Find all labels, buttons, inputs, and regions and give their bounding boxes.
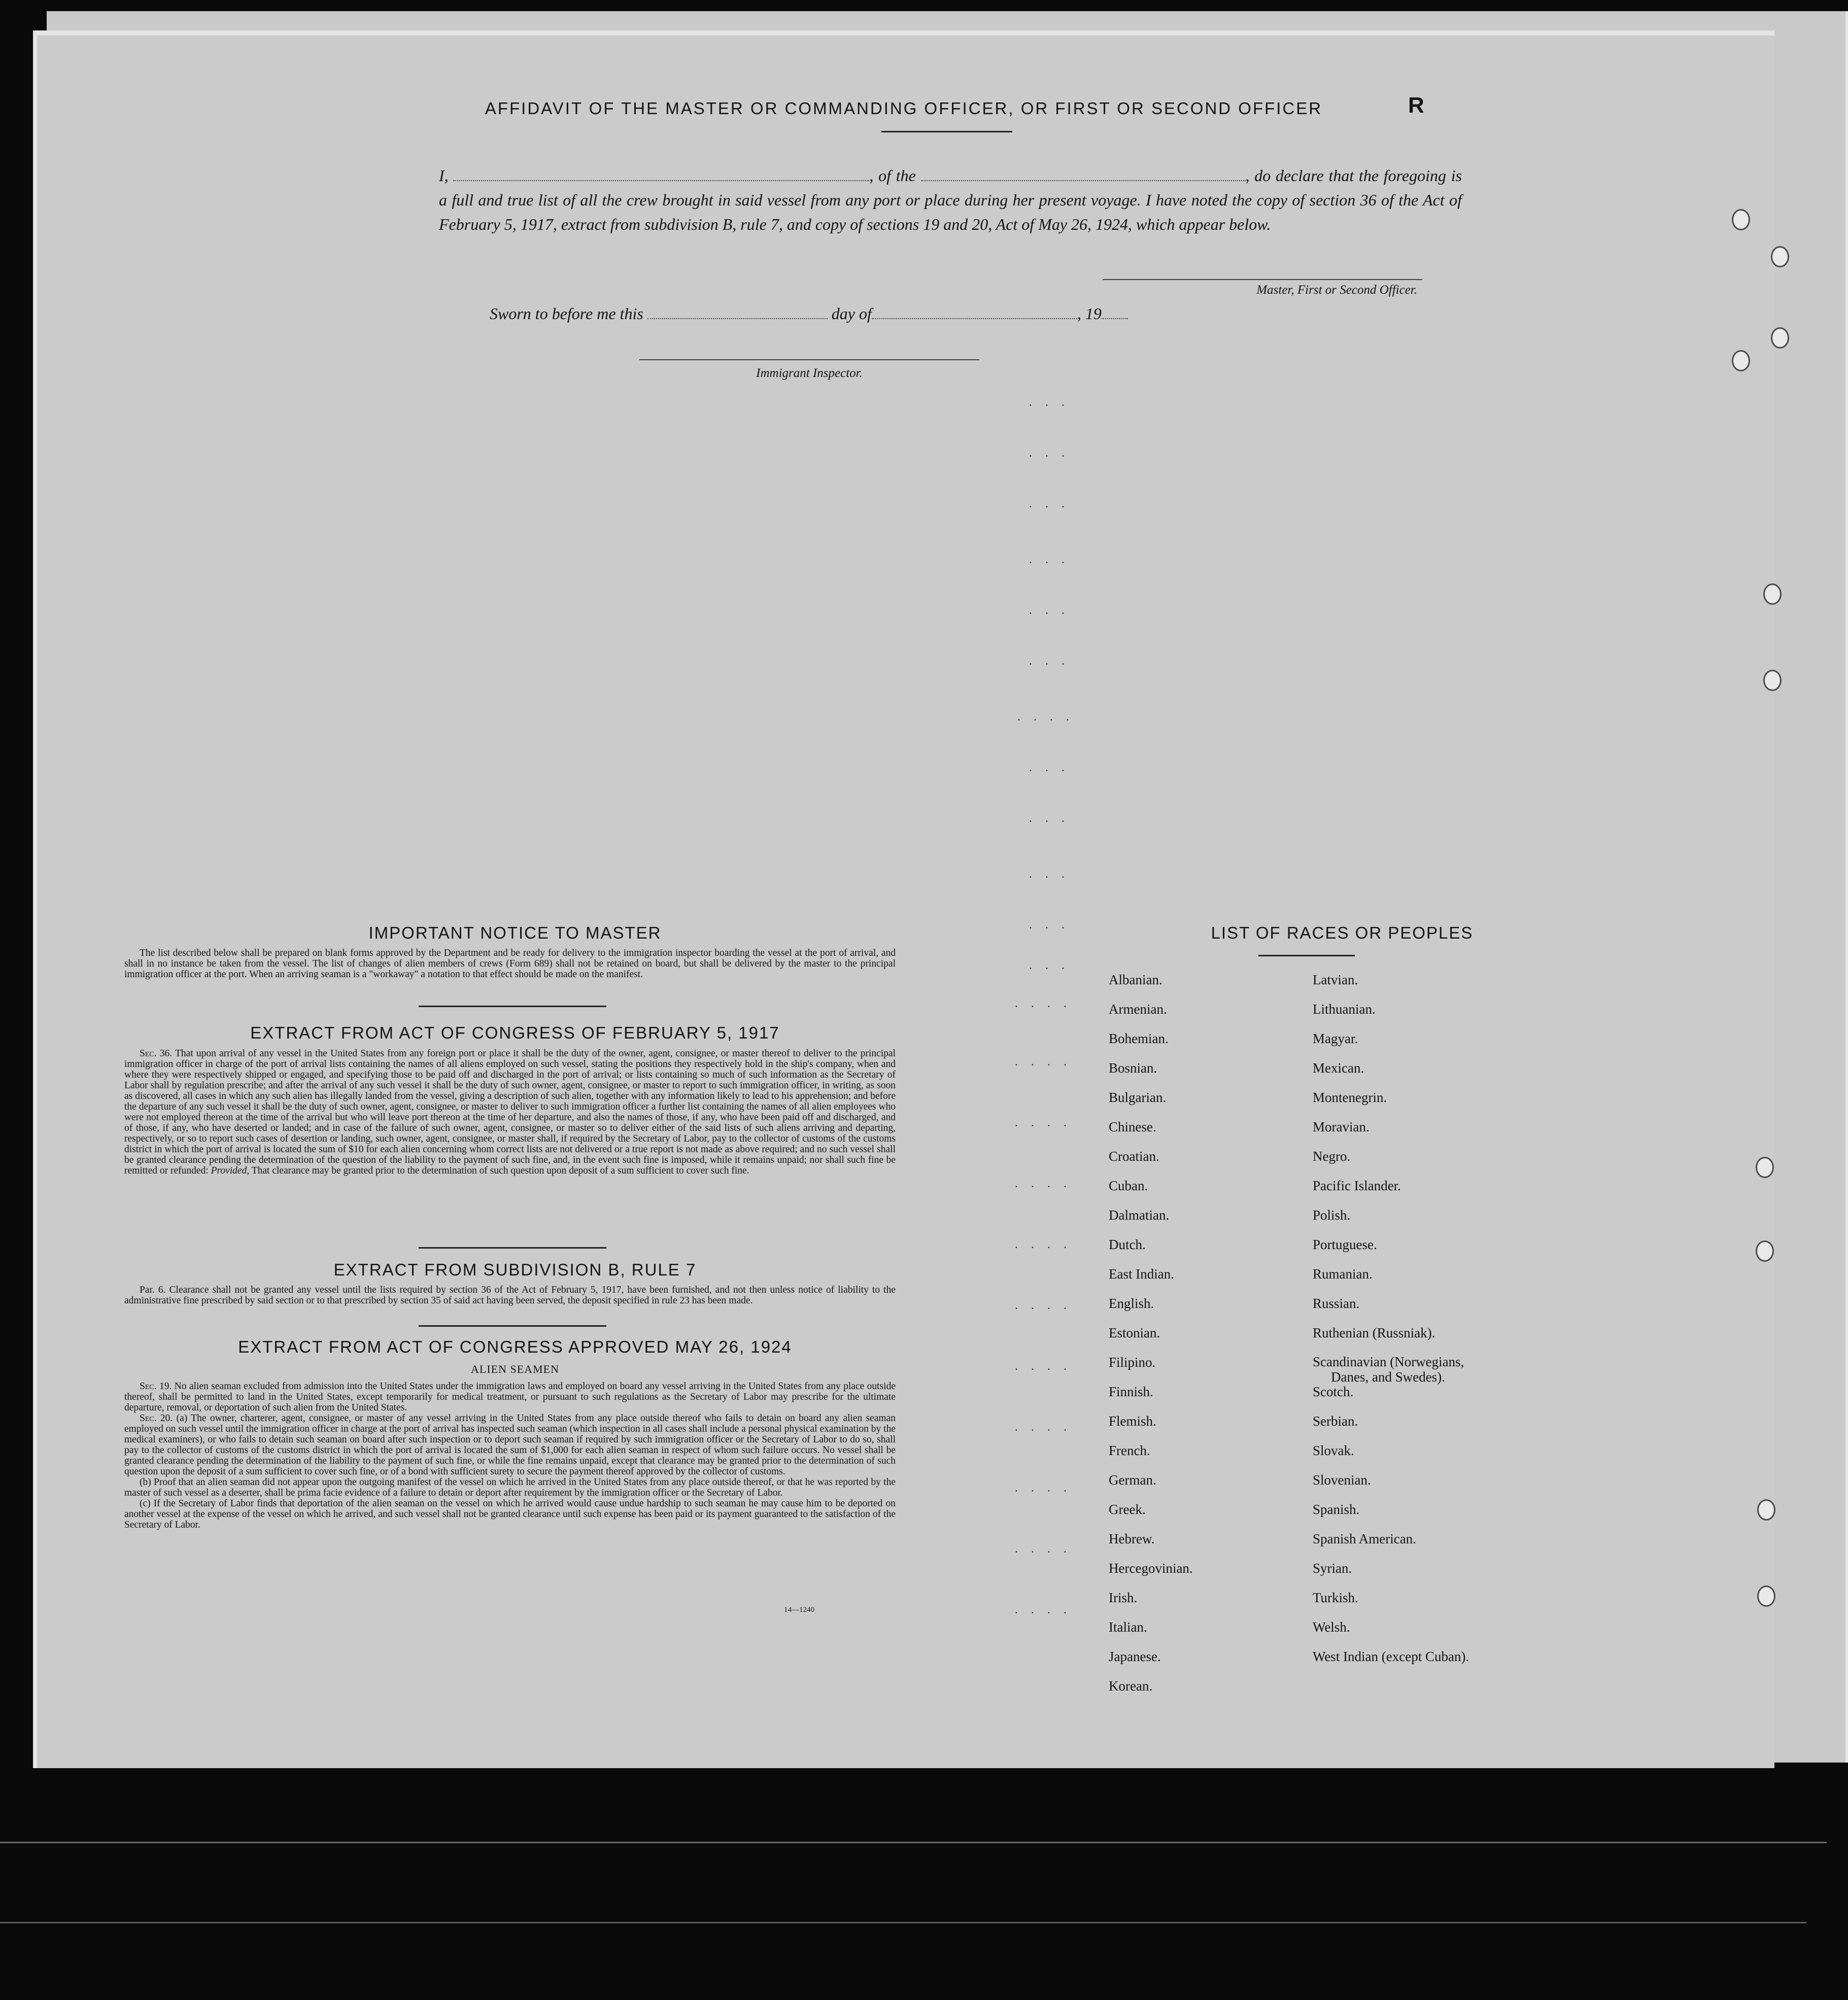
name-blank (453, 169, 869, 181)
race-item: Rumanian. (1313, 1266, 1373, 1282)
sworn-day-of: day of (831, 304, 872, 323)
race-item: Negro. (1313, 1149, 1351, 1164)
extract-rule7-rule (419, 1325, 606, 1327)
punch-hole (1756, 1240, 1774, 1262)
extract-1917-text (124, 1048, 896, 1176)
race-item: Russian. (1313, 1296, 1360, 1311)
extract-1917-rule (419, 1247, 606, 1249)
punch-hole (1732, 209, 1750, 230)
races-title: LIST OF RACES OR PEOPLES (1211, 923, 1474, 942)
inspector-caption: Immigrant Inspector. (756, 366, 863, 380)
section-19-label: Sec. 19. (140, 1381, 172, 1392)
page-top-edge (33, 30, 1774, 36)
vessel-blank (921, 169, 1246, 181)
race-item: Spanish. (1313, 1502, 1360, 1517)
punch-hole (1771, 327, 1789, 349)
race-item: Albanian. (1109, 972, 1162, 987)
race-item: Dutch. (1109, 1237, 1146, 1252)
section-19-text: No alien seaman excluded from admission into the United States under the immigration laws and employed on board any vessel arriving in the United States from any place outside thereof, shall be permitted to land in the United States, except temporarily for medical treatment, or pursuant to such regulations as the Secretary of Labor may prescribe for the ultimate departure, removal, or deportation of such alien from the United States. (124, 1381, 896, 1413)
paragraph-6-text: Clearance shall not be granted any vessel until the lists required by section 36 of the Act of February 5, 1917, have been furnished, and not then unless notice of liability to the administrative fine prescribed by said section or to that prescribed by section 35 of said act having been served, the deposit specified in rule 23 has been made. (124, 1285, 896, 1306)
notice-paragraph: The list described below shall be prepared on blank forms approved by the Department and be ready for delivery to the immigration inspector boarding the vessel at the port of arrival, and shall in no instance be taken from the vessel. The list of changes of alien members of crews (Form 689) shall not be retained on board, but shall be delivered by the master to the principal immigration officer at the port. When an arriving seaman is a "workaway" a notation to that effect should be made on the manifest. (124, 948, 896, 980)
race-item: Irish. (1109, 1590, 1138, 1605)
race-item: Latvian. (1313, 972, 1358, 987)
sworn-line (490, 304, 1251, 323)
race-item: Greek. (1109, 1502, 1146, 1517)
race-item: Bosnian. (1109, 1060, 1157, 1076)
race-item-two-line (1313, 1348, 1469, 1385)
section-36-label: Sec. 36. (140, 1048, 173, 1059)
punch-hole (1732, 350, 1750, 371)
dot-trail: . . . (1029, 918, 1070, 932)
declaration-i: I, (439, 166, 449, 185)
extract-1924-text (124, 1381, 896, 1530)
extract-1924-title: EXTRACT FROM ACT OF CONGRESS APPROVED MAY 26, 1924 (238, 1337, 792, 1356)
race-item: Italian. (1109, 1619, 1147, 1635)
section-20a-text: (a) The owner, charterer, agent, consignee, or master of any vessel arriving in the United States from any place outside thereof who fails to detain on board any alien seaman employed on such vessel until the immigration officer in charge at the port of arrival has inspected such seaman (which inspection in all cases shall include a personal physical examination by the medical examiners), or who fails to detain such seaman on board after such inspection or to deport such seaman if required by such immigration officer or the Secretary of Labor to do so, shall pay to the collector of customs of the customs district in which the port of arrival is located the sum of $1,000 for each alien seaman in respect of whom such failure occurs. No vessel shall be granted clearance pending the determination of the liability to the payment of such fine, or while the fine remains unpaid, except that clearance may be granted prior to the determination of such question upon the deposit of a sum sufficient to cover such fine, or of a bond with sufficient surety to secure the payment thereof approved by the collector of customs. (124, 1413, 896, 1477)
paragraph-6-label: Par. 6. (140, 1285, 166, 1295)
race-item: Portuguese. (1313, 1237, 1377, 1252)
race-item: Montenegrin. (1313, 1090, 1387, 1105)
section-20a (124, 1413, 896, 1477)
race-item: Estonian. (1109, 1325, 1160, 1340)
race-item: Turkish. (1313, 1590, 1358, 1605)
month-blank (872, 307, 1077, 319)
race-item: Hebrew. (1109, 1531, 1155, 1546)
affidavit-declaration (439, 163, 1462, 236)
sworn-year: , 19 (1077, 304, 1102, 323)
race-item: Chinese. (1109, 1119, 1156, 1134)
dot-trail: . . . . (1017, 710, 1074, 723)
race-item: Lithuanian. (1313, 1002, 1376, 1017)
section-19 (124, 1381, 896, 1413)
dot-trail: . . . (1029, 604, 1070, 617)
extract-rule7-text (124, 1285, 896, 1306)
race-item: Bulgarian. (1109, 1090, 1167, 1105)
race-item: Armenian. (1109, 1002, 1167, 1017)
race-item-continuation: Danes, and Swedes). (1331, 1369, 1445, 1385)
race-item: Korean. (1109, 1678, 1153, 1694)
alien-seamen-subtitle: ALIEN SEAMEN (471, 1363, 559, 1375)
notice-text (124, 948, 896, 980)
dot-trail: . . . (1029, 959, 1070, 972)
dot-trail: . . . (1029, 396, 1070, 409)
dot-trail: . . . (1029, 497, 1070, 510)
stamp-mark: R (1408, 93, 1424, 118)
race-item: Ruthenian (Russniak). (1313, 1325, 1435, 1340)
dot-trail: . . . . (1015, 1481, 1072, 1495)
film-line (0, 1842, 1827, 1843)
declaration-body: that the foregoing is a full and true list of all the crew brought in said vessel from any port or place during her present voyage. I have noted the copy of section 36 of the Act of February 5, 1917, extract from subdivision B, rule 7, and copy of sections 19 and 20, Act of May 26, 1924, which appear below. (439, 166, 1462, 233)
race-item: Welsh. (1313, 1619, 1350, 1635)
provided-label: Provided, (211, 1165, 250, 1176)
notice-title: IMPORTANT NOTICE TO MASTER (368, 923, 662, 942)
declaration-of-the: , of the (869, 166, 916, 185)
race-item: Bohemian. (1109, 1031, 1169, 1046)
dot-trail: . . . (1029, 812, 1070, 825)
race-item: West Indian (except Cuban). (1313, 1649, 1469, 1664)
dot-trail: . . . . (1015, 1177, 1072, 1190)
punch-hole (1763, 670, 1782, 691)
race-item: Moravian. (1313, 1119, 1370, 1134)
punch-hole (1756, 1157, 1774, 1178)
dot-trail: . . . (1029, 868, 1070, 881)
race-item: Polish. (1313, 1208, 1351, 1223)
extract-1917-title: EXTRACT FROM ACT OF CONGRESS OF FEBRUARY 5, 1917 (250, 1023, 780, 1042)
race-item: Scotch. (1313, 1384, 1354, 1399)
race-item: German. (1109, 1472, 1156, 1488)
punch-hole (1771, 246, 1789, 267)
race-item: Scandinavian (Norwegians, (1313, 1354, 1464, 1369)
section-20c: (c) If the Secretary of Labor finds that deportation of the alien seaman on the vessel on which he arrived would cause undue hardship to such seaman he may cause him to be deported on another vessel at the expense of the vessel on which he arrived, and such vessel shall not be granted clearance until such expense has been paid or its payment guaranteed to the satisfaction of the Secretary of Labor. (124, 1498, 896, 1530)
race-item: Croatian. (1109, 1149, 1159, 1164)
form-number: 14—1240 (784, 1606, 814, 1614)
notice-rule (419, 1006, 606, 1007)
race-item: Slovenian. (1313, 1472, 1371, 1488)
dot-trail: . . . . (1015, 997, 1072, 1010)
race-item: East Indian. (1109, 1266, 1174, 1282)
extract-rule7-title: EXTRACT FROM SUBDIVISION B, RULE 7 (333, 1260, 697, 1279)
section-20-label: Sec. 20. (140, 1413, 173, 1424)
dot-trail: . . . . (1015, 1055, 1072, 1068)
dot-trail: . . . . (1015, 1421, 1072, 1434)
race-item: Serbian. (1313, 1413, 1358, 1429)
section-36-text: That upon arrival of any vessel in the United States from any foreign port or place it shall be the duty of the owner, agent, consignee, or master thereof to deliver to the principal immigration officer in charge of the port of arrival lists containing the names of all aliens employed on such vessel, stating the positions they respectively hold in the ship's company, when and where they were respectively shipped or engaged, and specifying those to be paid off and discharged in the port of arrival; or lists containing so much of such information as the Secretary of Labor shall by regulation prescribe; and after the arrival of any such vessel it shall be the duty of such owner, agent, consignee, or master to report to such immigration officer, in writing, as soon as discovered, all cases in which any such alien has illegally landed from the vessel, giving a description of such alien, together with any information likely to lead to his apprehension; and before the departure of any such vessel it shall be the duty of such owner, agent, consignee, or master to deliver to such immigration officer a further list containing the names of all alien employees who were not employed thereon at the time of the arrival but who will leave port thereon at the time of her departure, and also the names of those, if any, who have been paid off and discharged, and of those, if any, who have deserted or landed; and in case of the failure of such owner, agent, consignee, or master so to deliver either of the said lists of such aliens arriving and departing, respectively, or so to report such cases of desertion or landing, such owner, agent, consignee, or master shall, if required by the Secretary of Labor, pay to the collector of customs of the customs district in which the port of arrival is located the sum of $10 for each alien concerning whom correct lists are not delivered or a true report is not made as above required; and no such vessel shall be granted clearance pending the determination of the question of the liability to the payment of such fine, and, in the event such fine is imposed, while it remains unpaid; nor shall such fine be remitted or refunded: (124, 1048, 896, 1176)
sworn-prefix: Sworn to before me this (490, 304, 643, 323)
punch-hole (1763, 583, 1782, 605)
dot-trail: . . . . (1015, 1116, 1072, 1129)
dot-trail: . . . (1029, 553, 1070, 566)
dot-trail: . . . . (1015, 1238, 1072, 1251)
race-item: Magyar. (1313, 1031, 1358, 1046)
races-rule (1258, 955, 1355, 956)
signature-line (1103, 279, 1422, 280)
race-item: Cuban. (1109, 1178, 1148, 1193)
race-item: Pacific Islander. (1313, 1178, 1401, 1193)
year-blank (1102, 307, 1128, 319)
affidavit-title: AFFIDAVIT OF THE MASTER OR COMMANDING OFFICER, OR FIRST OR SECOND OFFICER (485, 99, 1323, 118)
dot-trail: . . . . (1015, 1603, 1072, 1616)
race-item: French. (1109, 1443, 1150, 1458)
dot-trail: . . . (1029, 654, 1070, 668)
race-item: Spanish American. (1313, 1531, 1416, 1546)
race-item: Finnish. (1109, 1384, 1153, 1399)
paragraph-6 (124, 1285, 896, 1306)
punch-hole (1757, 1585, 1775, 1607)
page-left-edge (33, 30, 37, 1768)
day-blank (647, 307, 828, 319)
dot-trail: . . . . (1015, 1360, 1072, 1373)
dot-trail: . . . . (1015, 1542, 1072, 1556)
declaration-do-declare: , do declare (1245, 166, 1324, 185)
section-36 (124, 1048, 896, 1176)
punch-hole (1757, 1499, 1775, 1521)
race-item: Hercegovinian. (1109, 1561, 1193, 1576)
race-item: Syrian. (1313, 1561, 1352, 1576)
section-20b: (b) Proof that an alien seaman did not appear upon the outgoing manifest of the vessel on which he arrived in the United States from any place outside thereof, or that he was reported by the master of such vessel as a deserter, shall be prima facie evidence of a failure to detain or deport after requirement by the immigration officer or the Secretary of Labor. (124, 1477, 896, 1498)
race-item: Japanese. (1109, 1649, 1161, 1664)
race-item: Flemish. (1109, 1413, 1156, 1429)
race-item: Slovak. (1313, 1443, 1354, 1458)
document-page (33, 30, 1774, 1768)
inspector-line (639, 359, 979, 360)
race-item: English. (1109, 1296, 1154, 1311)
race-item: Dalmatian. (1109, 1208, 1170, 1223)
provided-text: That clearance may be granted prior to the determination of such question upon deposit of a sum sufficient to cover such fine. (251, 1165, 749, 1176)
signature-caption: Master, First or Second Officer. (1256, 283, 1417, 297)
film-line (0, 1922, 1806, 1923)
dot-trail: . . . (1029, 446, 1070, 460)
title-rule (881, 131, 1012, 132)
races-column-2 (1313, 965, 1469, 1671)
race-item: Mexican. (1313, 1060, 1364, 1076)
dot-trail: . . . (1029, 761, 1070, 774)
race-item: Filipino. (1109, 1355, 1156, 1370)
dot-trail: . . . . (1015, 1299, 1072, 1312)
races-column-1 (1109, 965, 1193, 1701)
